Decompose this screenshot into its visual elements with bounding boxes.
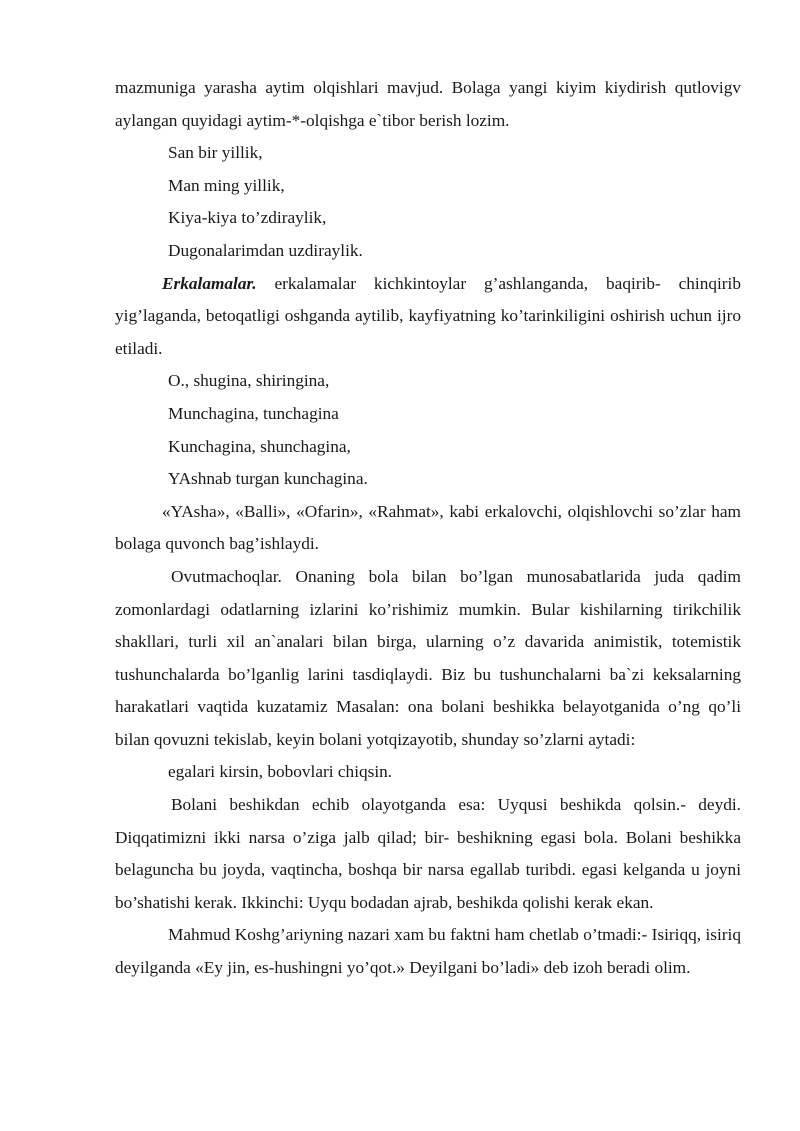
verse-block-1 [115, 137, 741, 267]
paragraph-erkalamalar-body: erkalamalar kichkintoylar g’ashlanganda, baqirib- chinqirib yig’laganda, betoqatligi oshganda aytilib, kayfiyatning ko’tarinkiligini oshirish uchun ijro etiladi. [115, 273, 741, 358]
paragraph-cradle: Bolani beshikdan echib olayotganda esa: Uyqusi beshikda qolsin.- deydi. Diqqatimizni ikki narsa o’ziga jalb qilad; bir- beshikning egasi bola. Bolani beshikka belaguncha bu joyda, vaqtincha, boshqa bir narsa egallab turibdi. egasi kelganda u joyni bo’shatishi kerak. Ikkinchi: Uyqu bodadan ajrab, beshikda qolishi kerak ekan. [115, 795, 741, 912]
verse-line: O., shugina, shiringina, [168, 371, 330, 391]
verse-line: Munchagina, tunchagina [168, 403, 339, 423]
document-page [115, 72, 741, 985]
paragraph-koshgariy: Mahmud Koshg’ariyning nazari xam bu faktni ham chetlab o’tmadi:- Isiriqq, isiriq deyilganda «Ey jin, es-hushingni yo’qot.» Deyilgani bo’ladi» deb izoh beradi olim. [115, 925, 741, 978]
paragraph-erkalamalar [115, 268, 741, 366]
verse-block-2 [115, 365, 741, 495]
verse-line-cradle: egalari kirsin, bobovlari chiqsin. [168, 762, 393, 782]
paragraph-intro: mazmuniga yarasha aytim olqishlari mavjud. Bolaga yangi kiyim kiydirish qutlovigv aylangan quyidagi aytim-*-olqishga e`tibor berish lozim. [115, 78, 741, 130]
verse-line: Dugonalarimdan uzdiraylik. [168, 240, 363, 260]
verse-line: Kunchagina, shunchagina, [168, 436, 351, 456]
paragraph-ovutmachoqlar: Ovutmachoqlar. Onaning bola bilan bo’lgan munosabatlarida juda qadim zomonlardagi odatlarning izlarini ko’rishimiz mumkin. Bular kishilarning tirikchilik shakllari, turli xil an`analari bilan birga, ularning o’z davarida animistik, totemistik tushunchalarda bo’lganlig larini tasdiqlaydi. Biz bu tushunchalarni ba`zi keksalarning harakatlari vaqtida kuzatamiz Masalan: ona bolani beshikka belayotganida o’ng qo’li bilan qovuzni tekislab, keyin bolani yotqizayotib, shunday so’zlarni aytadi: [115, 566, 741, 749]
verse-line: YAshnab turgan kunchagina. [168, 469, 368, 489]
verse-line: Kiya-kiya to’zdiraylik, [168, 208, 327, 228]
section-heading-erkalamalar: Erkalamalar. [162, 273, 257, 293]
verse-line: Man ming yillik, [168, 175, 285, 195]
paragraph-praise-words: «YAsha», «Balli», «Ofarin», «Rahmat», kabi erkalovchi, olqishlovchi so’zlar ham bolaga quvonch bag’ishlaydi. [115, 501, 741, 554]
verse-line: San bir yillik, [168, 143, 263, 163]
